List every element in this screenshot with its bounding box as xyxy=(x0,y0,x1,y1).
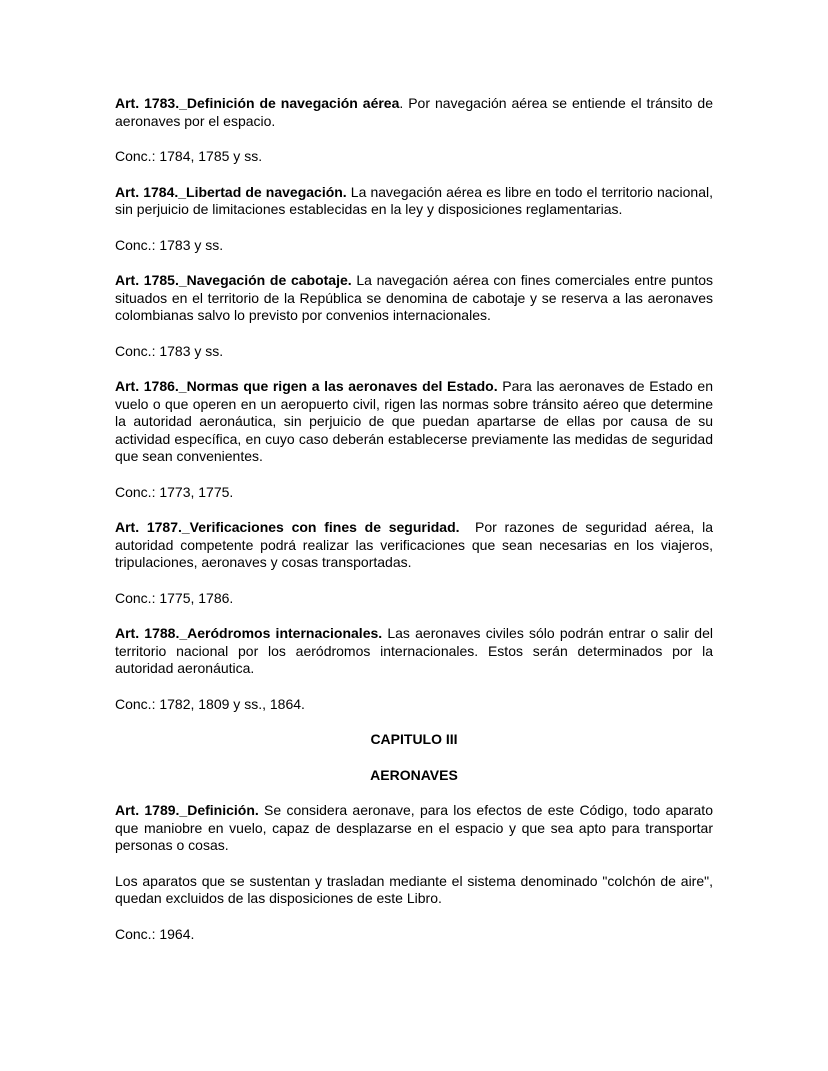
concordance: Conc.: 1783 y ss. xyxy=(115,342,224,359)
concordance: Conc.: 1773, 1775. xyxy=(115,483,234,500)
article-body: La navegación aérea es libre en todo el territorio nacional, sin perjuicio de limitaciones establecidas en la ley y disposiciones reglamentarias. xyxy=(115,183,713,217)
article-heading: Art. 1788._Aeródromos internacionales. xyxy=(115,625,383,641)
concordance: Conc.: 1783 y ss. xyxy=(115,236,224,253)
article-heading: Art. 1789._Definición. xyxy=(115,802,259,818)
chapter-title: AERONAVES xyxy=(370,766,458,783)
article-body: Las aeronaves civiles sólo podrán entrar o salir del territorio nacional por los aeródromos internacionales. Estos serán determinados por la autoridad aeronáutica. xyxy=(115,625,713,676)
article-heading: Art. 1783._Definición de navegación aérea xyxy=(115,95,400,111)
article-1785 xyxy=(115,272,713,325)
article-1787 xyxy=(115,519,717,572)
article-body: . Por navegación aérea se entiende el tránsito de aeronaves por el espacio. xyxy=(115,95,713,129)
concordance: Conc.: 1784, 1785 y ss. xyxy=(115,148,263,164)
article-heading: Art. 1784._Libertad de navegación. xyxy=(115,183,347,200)
chapter-number: CAPITULO III xyxy=(370,731,458,747)
document-page xyxy=(115,95,717,961)
concordance: Conc.: 1775, 1786. xyxy=(115,589,234,606)
article-body: Por razones de seguridad aérea, la autoridad competente podrá realizar las verificaciones que sean necesarias en los viajeros, tripulaciones, aeronaves y cosas transportadas. xyxy=(115,519,717,570)
article-body: Se considera aeronave, para los efectos de este Código, todo aparato que maniobre en vuelo, capaz de desplazarse en el espacio y que sea apto para transportar personas o cosas. xyxy=(115,802,713,853)
article-1784 xyxy=(115,184,713,219)
article-body: La navegación aérea con fines comerciales entre puntos situados en el territorio de la República se denomina de cabotaje y se reserva a las aeronaves colombianas salvo lo previsto por convenios internacionales. xyxy=(115,272,713,323)
concordance: Conc.: 1782, 1809 y ss., 1864. xyxy=(115,695,305,712)
article-1789-paragraph-2: Los aparatos que se sustentan y trasladan mediante el sistema denominado "colchón de aire", quedan excluidos de las disposiciones de este Libro. xyxy=(115,872,713,906)
concordance: Conc.: 1964. xyxy=(115,925,195,942)
article-1786 xyxy=(115,378,713,466)
article-heading: Art. 1786._Normas que rigen a las aeronaves del Estado. xyxy=(115,378,498,394)
article-heading: Art. 1787._Verificaciones con fines de seguridad. xyxy=(115,519,460,535)
article-1788 xyxy=(115,625,713,678)
article-heading: Art. 1785._Navegación de cabotaje. xyxy=(115,272,352,288)
article-1789 xyxy=(115,802,713,855)
article-1783 xyxy=(115,95,713,130)
article-body: Para las aeronaves de Estado en vuelo o que operen en un aeropuerto civil, rigen las normas sobre tránsito aéreo que determine la autoridad aeronáutica, sin perjuicio de que puedan apartarse de ellas por causa de su actividad específica, en cuyo caso deberán establecerse previamente las medidas de seguridad que sean convenientes. xyxy=(115,378,713,464)
